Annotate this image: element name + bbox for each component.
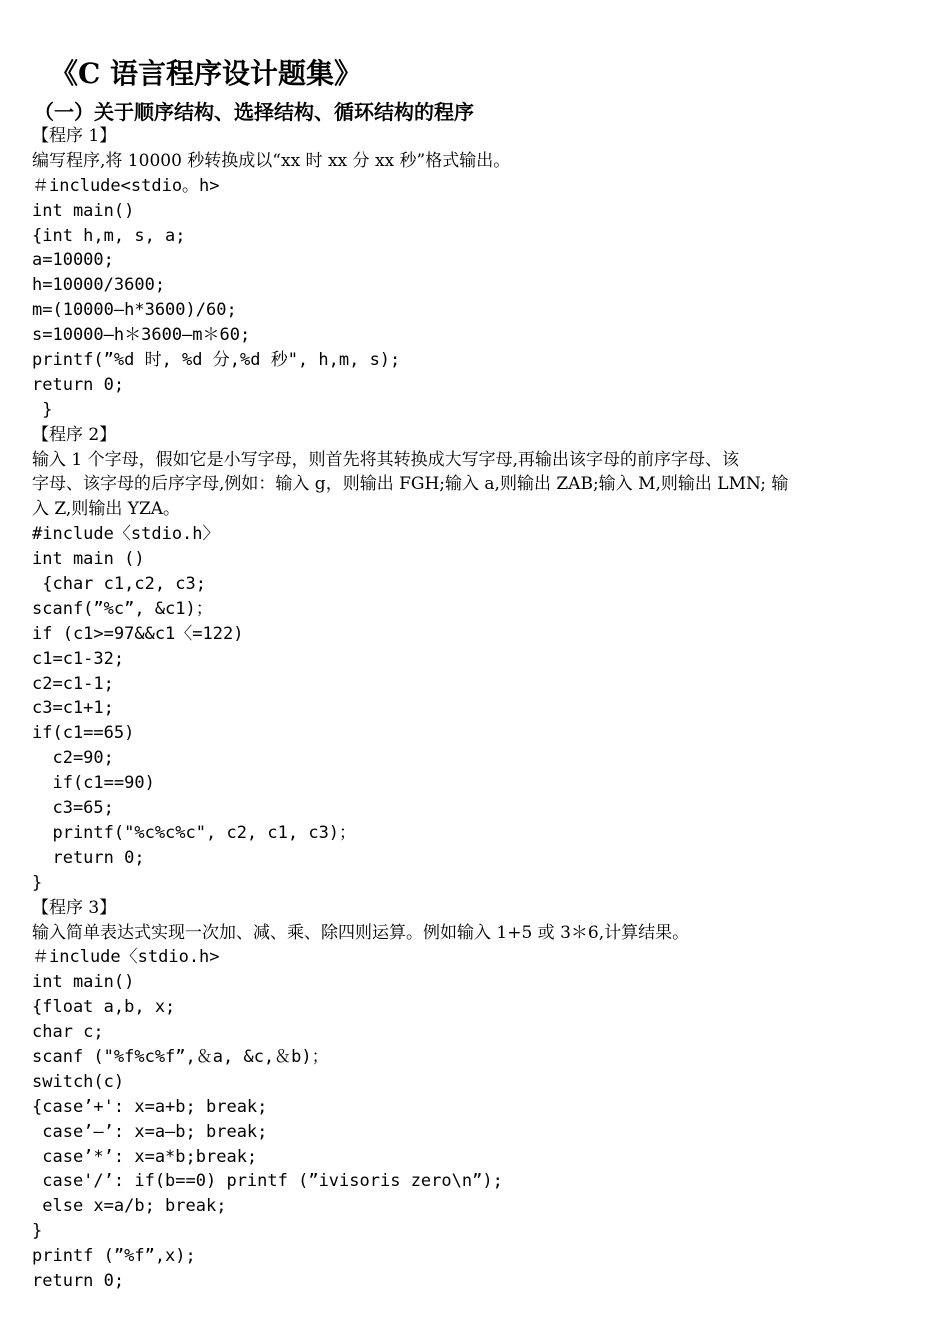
code-line: c3=c1+1; — [32, 698, 114, 719]
code-line: char c; — [32, 1022, 104, 1043]
code-line: if (c1>=97&&c1〈=122) — [32, 623, 244, 644]
code-line: ＃include〈stdio.h> — [32, 947, 220, 968]
code-line: {int h,m, s, a; — [32, 225, 186, 246]
code-line: printf (”%f”,x); — [32, 1246, 196, 1267]
problem-description-line: 编写程序,将 10000 秒转换成以“xx 时 xx 分 xx 秒”格式输出。 — [32, 150, 511, 171]
code-line: int main() — [32, 972, 135, 993]
code-line: } — [32, 872, 43, 893]
code-line: return 0; — [32, 847, 145, 868]
code-line: ＃include<stdio。h> — [32, 175, 220, 196]
section-title: （一）关于顺序结构、选择结构、循环结构的程序 — [34, 100, 474, 124]
code-line: m=(10000—h*3600)/60; — [32, 300, 237, 321]
code-line: int main () — [32, 549, 145, 570]
code-line: s=10000—h＊3600—m＊60; — [32, 325, 251, 346]
program-heading: 【程序 3】 — [32, 897, 117, 918]
code-line: {case’+': x=a+b; break; — [32, 1096, 268, 1117]
code-line: switch(c) — [32, 1071, 125, 1092]
code-line: c2=90; — [32, 748, 114, 769]
program-heading: 【程序 1】 — [32, 126, 117, 146]
code-line: case’—’: x=a—b; break; — [32, 1121, 268, 1142]
code-line: if(c1==90) — [32, 773, 155, 794]
problem-description-line: 入 Z,则输出 YZA。 — [32, 499, 181, 520]
code-line: a=10000; — [32, 250, 114, 271]
code-line: case’*’: x=a*b;break; — [32, 1146, 258, 1167]
code-line: } — [32, 1221, 43, 1242]
problem-description-line: 输入 1 个字母，假如它是小写字母，则首先将其转换成大写字母,再输出该字母的前序字母、该 — [32, 449, 740, 470]
code-line: else x=a/b; break; — [32, 1196, 227, 1217]
code-line: #include〈stdio.h〉 — [32, 524, 220, 545]
document-body — [32, 124, 912, 1294]
code-line: int main() — [32, 200, 135, 221]
code-line: {char c1,c2, c3; — [32, 574, 206, 595]
code-line: c2=c1-1; — [32, 673, 114, 694]
problem-description-line: 输入简单表达式实现一次加、减、乘、除四则运算。例如输入 1+5 或 3＊6,计算结果。 — [32, 922, 690, 943]
code-line: printf(”%d 时, %d 分,%d 秒", h,m, s); — [32, 350, 401, 371]
code-line: case'/’: if(b==0) printf (”ivisoris zero\n”); — [32, 1171, 503, 1192]
code-line: h=10000/3600; — [32, 275, 166, 296]
code-line: {float a,b, x; — [32, 997, 176, 1018]
code-line: printf("%c%c%c", c2, c1, c3)； — [32, 822, 357, 843]
program-heading: 【程序 2】 — [32, 424, 117, 445]
code-line: return 0; — [32, 1270, 125, 1291]
problem-description-line: 字母、该字母的后序字母,例如：输入 g，则输出 FGH;输入 a,则输出 ZAB;输入 M,则输出 LMN; 输 — [32, 474, 789, 495]
code-line: return 0; — [32, 374, 125, 395]
code-line: if(c1==65) — [32, 723, 135, 744]
document-title: 《C 语言程序设计题集》 — [50, 57, 363, 90]
code-line: scanf(”%c”, &c1)； — [32, 598, 213, 619]
code-line: } — [32, 399, 53, 420]
code-line: c3=65; — [32, 798, 114, 819]
code-line: scanf ("%f%c%f”,＆a, &c,＆b)； — [32, 1046, 329, 1067]
code-line: c1=c1-32; — [32, 648, 125, 669]
